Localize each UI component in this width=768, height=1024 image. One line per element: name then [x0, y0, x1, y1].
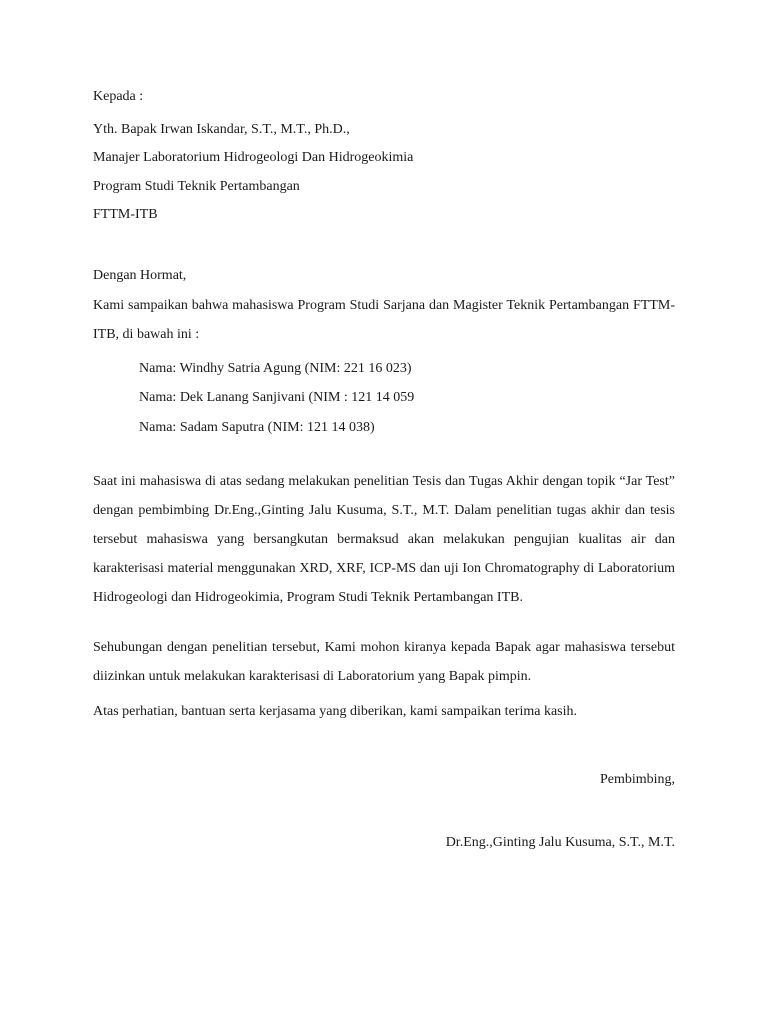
closing-paragraph: Atas perhatian, bantuan serta kerjasama yang diberikan, kami sampaikan terima kasih. [93, 704, 577, 719]
intro-paragraph: Kami sampaikan bahwa mahasiswa Program Studi Sarjana dan Magister Teknik Pertambangan FTTM-ITB, di bawah ini : [93, 298, 675, 342]
student-item: Nama: Windhy Satria Agung (NIM: 221 16 023) [139, 361, 412, 376]
recipient-to-label: Kepada : [93, 89, 144, 104]
body-paragraph-1: Saat ini mahasiswa di atas sedang melakukan penelitian Tesis dan Tugas Akhir dengan topik “Jar Test” dengan pembimbing Dr.Eng.,Ginting Jalu Kusuma, S.T., M.T. Dalam penelitian tugas akhir dan tesis tersebut mahasiswa yang bersangkutan bermaksud akan melakukan pengujian kualitas air dan karakterisasi material menggunakan XRD, XRF, ICP-MS dan uji Ion Chromatography di Laboratorium Hidrogeologi dan Hidrogeokimia, Program Studi Teknik Pertambangan ITB. [93, 474, 675, 605]
signature-role: Pembimbing, [599, 772, 675, 787]
recipient-faculty: FTTM-ITB [93, 207, 158, 222]
recipient-program: Program Studi Teknik Pertambangan [93, 179, 300, 194]
greeting: Dengan Hormat, [93, 268, 187, 283]
signature-name: Dr.Eng.,Ginting Jalu Kusuma, S.T., M.T. [445, 835, 675, 850]
recipient-position: Manajer Laboratorium Hidrogeologi Dan Hidrogeokimia [93, 150, 414, 165]
recipient-name: Yth. Bapak Irwan Iskandar, S.T., M.T., Ph.D., [93, 122, 350, 137]
student-item: Nama: Dek Lanang Sanjivani (NIM : 121 14 059 [139, 390, 415, 405]
student-item: Nama: Sadam Saputra (NIM: 121 14 038) [139, 420, 375, 435]
body-paragraph-2: Sehubungan dengan penelitian tersebut, Kami mohon kiranya kepada Bapak agar mahasiswa tersebut diizinkan untuk melakukan karakterisasi di Laboratorium yang Bapak pimpin. [93, 640, 675, 684]
